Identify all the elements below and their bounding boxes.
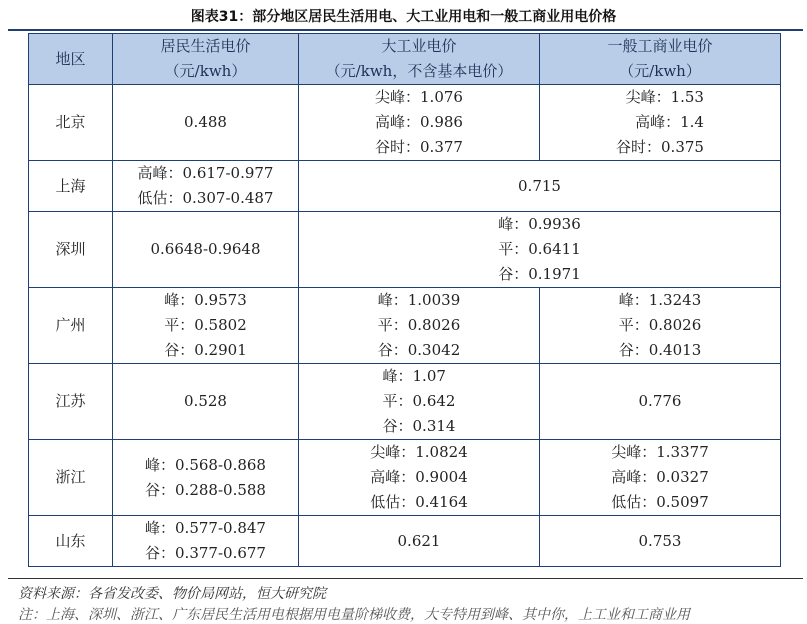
region-cell: 上海 <box>29 161 113 212</box>
table-row-shanghai <box>29 161 781 212</box>
commercial-cell: 峰：1.3243 平：0.8026 谷：0.4013 <box>540 288 781 364</box>
electricity-price-table <box>28 33 781 567</box>
region-cell: 江苏 <box>29 364 113 440</box>
table-row-jiangsu <box>29 364 781 440</box>
region-cell: 深圳 <box>29 212 113 288</box>
region-cell: 浙江 <box>29 440 113 516</box>
residential-cell: 0.6648-0.9648 <box>113 212 299 288</box>
industrial-cell: 尖峰：1.076 高峰：0.986 谷时：0.377 <box>299 85 540 161</box>
residential-cell: 峰：0.577-0.847 谷：0.377-0.677 <box>113 516 299 567</box>
industrial-cell: 峰：1.0039 平：0.8026 谷：0.3042 <box>299 288 540 364</box>
merged-price-cell: 0.715 <box>299 161 781 212</box>
header-residential: 居民生活电价 （元/kwh） <box>113 34 299 85</box>
table-row-shandong <box>29 516 781 567</box>
header-row <box>29 34 781 85</box>
industrial-cell: 峰：1.07 平：0.642 谷：0.314 <box>299 364 540 440</box>
residential-cell: 0.488 <box>113 85 299 161</box>
table-row-beijing <box>29 85 781 161</box>
source-note: 资料来源：各省发改委、物价局网站，恒大研究院 <box>18 586 326 602</box>
region-cell: 广州 <box>29 288 113 364</box>
header-commercial: 一般工商业电价 （元/kwh） <box>540 34 781 85</box>
residential-cell: 峰：0.568-0.868 谷：0.288-0.588 <box>113 440 299 516</box>
industrial-cell: 尖峰：1.0824 高峰：0.9004 低估：0.4164 <box>299 440 540 516</box>
residential-cell: 高峰：0.617-0.977 低估：0.307-0.487 <box>113 161 299 212</box>
header-region: 地区 <box>29 34 113 85</box>
region-cell: 山东 <box>29 516 113 567</box>
table-row-zhejiang <box>29 440 781 516</box>
residential-cell: 0.528 <box>113 364 299 440</box>
source-divider <box>8 578 803 579</box>
commercial-cell: 0.776 <box>540 364 781 440</box>
residential-cell: 峰：0.9573 平：0.5802 谷：0.2901 <box>113 288 299 364</box>
region-cell: 北京 <box>29 85 113 161</box>
table-title: 图表31：部分地区居民生活用电、大工业用电和一般工商业用电价格 <box>190 9 617 25</box>
industrial-cell: 0.621 <box>299 516 540 567</box>
table-row-guangzhou <box>29 288 781 364</box>
header-industrial: 大工业电价 （元/kwh，不含基本电价） <box>299 34 540 85</box>
merged-price-cell: 峰：0.9936 平：0.6411 谷：0.1971 <box>299 212 781 288</box>
commercial-cell: 尖峰：1.3377 高峰：0.0327 低估：0.5097 <box>540 440 781 516</box>
commercial-cell: 0.753 <box>540 516 781 567</box>
title-divider <box>8 29 803 31</box>
footnote: 注：上海、深圳、浙江、广东居民生活用电根据用电量阶梯收费，大专特用到峰、其中你，上工业和工商业用 <box>18 607 690 623</box>
table-row-shenzhen <box>29 212 781 288</box>
commercial-cell: 尖峰：1.53 高峰：1.4 谷时：0.375 <box>540 85 781 161</box>
